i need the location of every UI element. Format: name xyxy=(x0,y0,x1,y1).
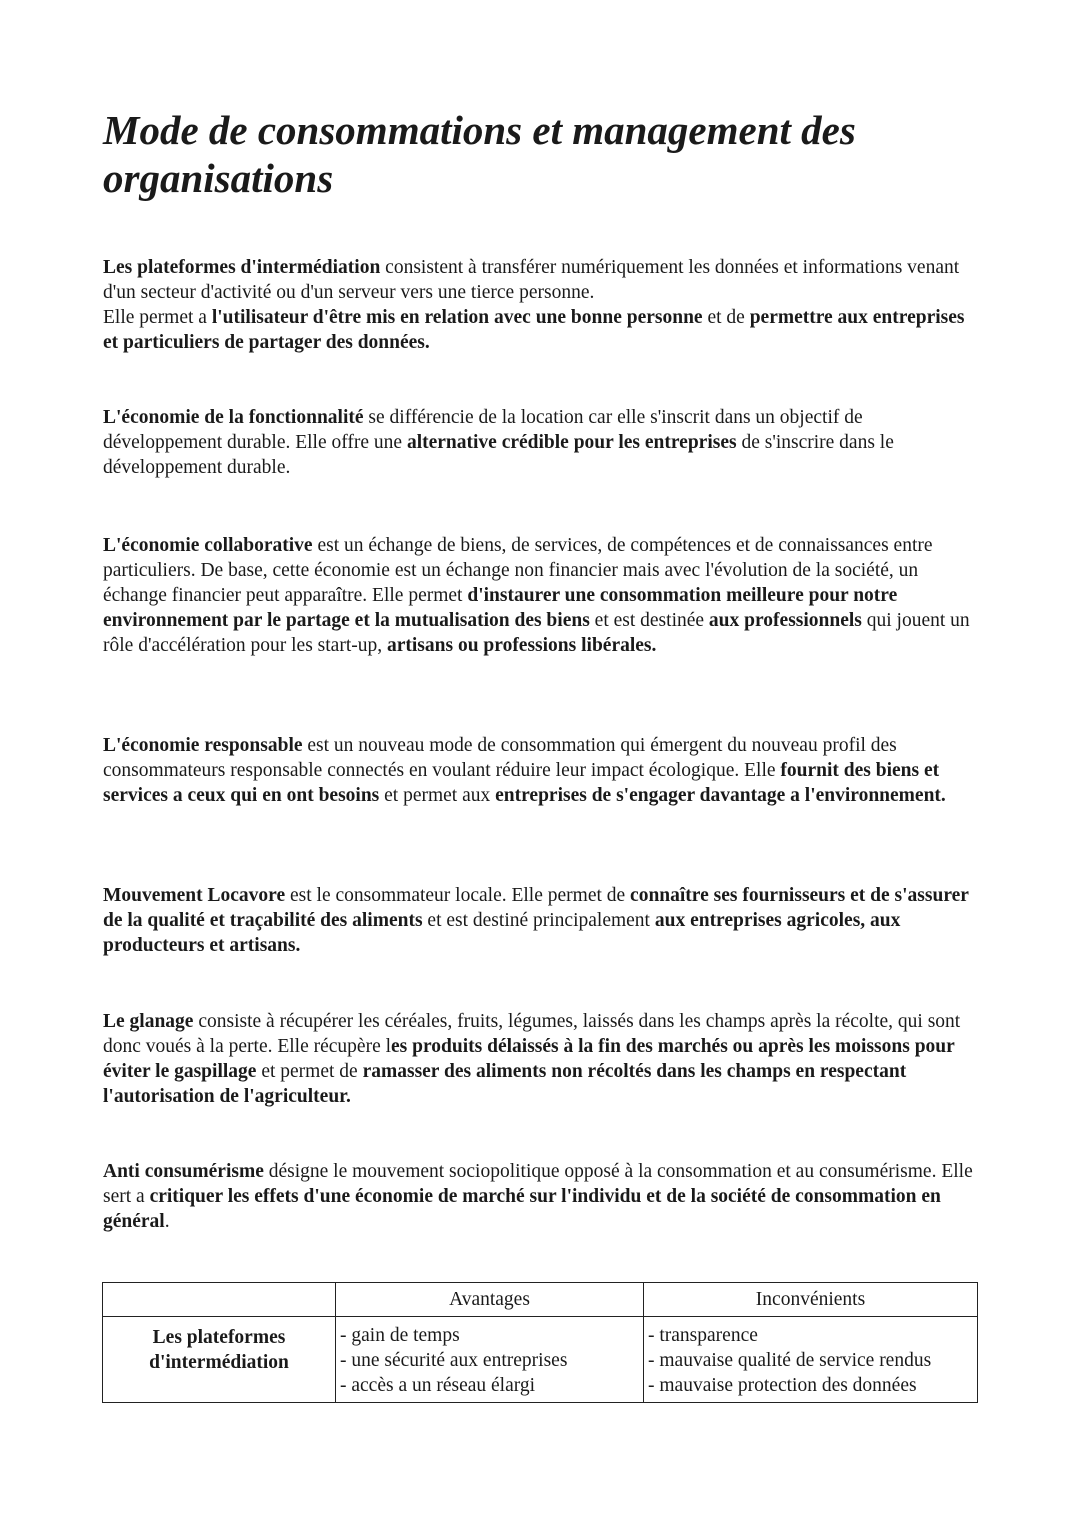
bold-text: Les plateformes d'intermédiation xyxy=(103,257,381,278)
paragraph-collaborative xyxy=(103,533,983,658)
bold-text: L'économie responsable xyxy=(103,735,303,756)
bold-text: entreprises de s'engager davantage a l'environnement. xyxy=(495,785,946,806)
paragraph-plateformes xyxy=(103,255,983,355)
bold-text: connaître ses fournisseurs et de s'assurer de la qualité et traçabilité des aliments xyxy=(103,885,969,931)
avantage-item: - gain de temps xyxy=(340,1325,460,1346)
inconvenient-item: - mauvaise protection des données xyxy=(648,1375,917,1396)
text-run: et de xyxy=(702,307,750,328)
bold-text: aux professionnels xyxy=(708,610,862,631)
avantage-item: - accès a un réseau élargi xyxy=(340,1375,536,1396)
inconvenient-item: - mauvaise qualité de service rendus xyxy=(648,1350,932,1371)
bold-text: es produits délaissés à la fin des marchés ou après les moissons pour éviter le gaspillage xyxy=(103,1036,955,1082)
bold-text: l'utilisateur d'être mis en relation avec une bonne personne xyxy=(211,307,703,328)
text-run: Elle permet a xyxy=(103,307,212,328)
paragraph-anti-consumerisme xyxy=(103,1159,983,1234)
avantages-cell xyxy=(336,1317,644,1403)
bold-text: ramasser des aliments non récoltés dans les champs en respectant l'autorisation de l'agriculteur. xyxy=(103,1061,907,1107)
text-run: est un nouveau mode de consommation qui émergent du nouveau profil des consommateurs responsable connectés en voulant réduire leur impact écologique. Elle xyxy=(103,735,897,781)
table-header-empty xyxy=(103,1283,336,1317)
text-run: consistent à transférer numériquement les données et informations venant d'un secteur d'activité ou d'un serveur vers une tierce personne. xyxy=(103,257,960,303)
bold-text: Le glanage xyxy=(103,1011,194,1032)
text-run: est un échange de biens, de services, de compétences et de connaissances entre particuliers. De base, cette économie est un échange non financier mais avec l'évolution de la société, un échange financier peut apparaître. Elle permet xyxy=(103,535,933,606)
bold-text: L'économie collaborative xyxy=(103,535,313,556)
bold-text: Anti consumérisme xyxy=(103,1161,264,1182)
page-title: Mode de consommations et management des organisations xyxy=(103,107,856,201)
bold-text: artisans ou professions libérales. xyxy=(386,635,657,656)
table-header-inconvenients: Inconvénients xyxy=(644,1283,978,1317)
text-run: consiste à récupérer les céréales, fruits, légumes, laissés dans les champs après la récolte, qui sont donc voués à la perte. Elle récupère l xyxy=(103,1011,961,1057)
bold-text: permettre aux entreprises et particuliers de partager des données. xyxy=(103,307,965,353)
text-run: et est destinée xyxy=(589,610,709,631)
table-header-avantages: Avantages xyxy=(336,1283,644,1317)
text-run: et permet de xyxy=(256,1061,363,1082)
paragraph-glanage xyxy=(103,1009,983,1109)
table-header-row xyxy=(103,1283,978,1317)
text-run: qui jouent un rôle d'accélération pour les start-up, xyxy=(103,610,970,656)
bold-text: critiquer les effets d'une économie de marché sur l'individu et de la société de consommation en général xyxy=(103,1186,941,1232)
table-row xyxy=(103,1317,978,1403)
inconvenients-cell xyxy=(644,1317,978,1403)
bold-text: fournit des biens et services a ceux qui en ont besoins xyxy=(103,760,940,806)
row-label: Les plateformes d'intermédiation xyxy=(103,1317,336,1403)
text-run: . xyxy=(164,1211,170,1232)
text-run: désigne le mouvement sociopolitique opposé à la consommation et au consumérisme. Elle sert a xyxy=(103,1161,973,1207)
text-run: et permet aux xyxy=(379,785,496,806)
bold-text: aux entreprises agricoles, aux producteurs et artisans. xyxy=(103,910,901,956)
bold-text: alternative crédible pour les entreprises xyxy=(406,432,737,453)
text-run: et est destiné principalement xyxy=(422,910,655,931)
bold-text: L'économie de la fonctionnalité xyxy=(103,407,364,428)
inconvenient-item: - transparence xyxy=(648,1325,758,1346)
avantage-item: - une sécurité aux entreprises xyxy=(340,1350,568,1371)
paragraph-locavore xyxy=(103,883,983,958)
text-run: est le consommateur locale. Elle permet de xyxy=(285,885,631,906)
bold-text: Mouvement Locavore xyxy=(103,885,286,906)
text-run: se différencie de la location car elle s'inscrit dans un objectif de développement durable. Elle offre une xyxy=(103,407,863,453)
paragraph-fonctionnalite xyxy=(103,405,983,480)
comparison-table xyxy=(102,1282,978,1403)
bold-text: d'instaurer une consommation meilleure pour notre environnement par le partage et la mutualisation des biens xyxy=(103,585,898,631)
text-run: de s'inscrire dans le développement durable. xyxy=(103,432,894,478)
paragraph-responsable xyxy=(103,733,983,808)
